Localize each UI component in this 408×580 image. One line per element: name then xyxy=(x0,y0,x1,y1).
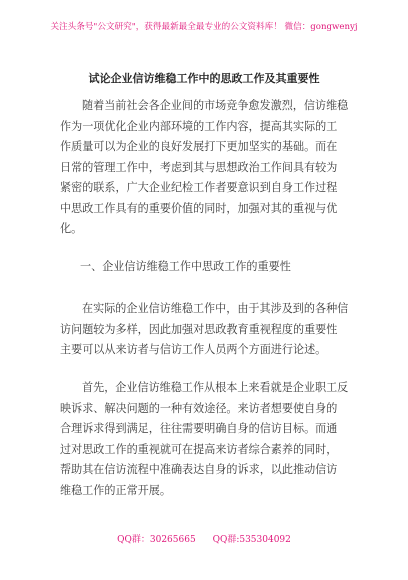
paragraph-line: 紧密的联系，广大企业纪检工作者要意识到自身工作过程 xyxy=(60,181,338,194)
paragraph-line: 在实际的企业信访维稳工作中，由于其涉及到的各种信 xyxy=(82,302,349,315)
paragraph-line: 作为一项优化企业内部环境的工作内容，提高其实际的工 xyxy=(60,119,338,133)
paragraph-third xyxy=(60,378,352,501)
paragraph-line: 中思政工作具有的重要价值的同时，加强对其的重视与优 xyxy=(60,201,338,215)
section-heading-text: 一、企业信访维稳工作中思政工作的重要性 xyxy=(80,260,291,273)
paragraph-line: 主要可以从来访者与信访工作人员两个方面进行论述。 xyxy=(60,343,327,356)
document-title: 试论企业信访维稳工作中的思政工作及其重要性 xyxy=(88,72,320,85)
paragraph-line: 随着当前社会各企业间的市场竞争愈发激烈，信访维稳 xyxy=(82,99,349,112)
paragraph-line: 合理诉求得到满足，往往需要明确自身的信访目标。而通 xyxy=(60,422,338,435)
footer-qq-group-2: QQ群:535304092 xyxy=(212,535,291,545)
paragraph-second xyxy=(60,299,352,361)
paragraph-line: 帮助其在信访流程中准确表达自身的诉求，以此推动信访 xyxy=(60,463,338,476)
header-banner: 关注头条号"公文研究"，获得最新最全最专业的公文资料库！ 微信：gongwenyj xyxy=(50,22,358,32)
footer-contact xyxy=(0,532,408,545)
paragraph-line: 首先，企业信访维稳工作从根本上来看就是企业职工反 xyxy=(82,381,349,394)
footer-qq-group-1: QQ群：30265665 xyxy=(117,535,196,545)
paragraph-line: 维稳工作的正常开展。 xyxy=(60,483,171,497)
paragraph-line: 映诉求、解决问题的一种有效途径。来访者想要使自身的 xyxy=(60,401,338,415)
paragraph-line: 访问题较为多样，因此加强对思政教育重视程度的重要性 xyxy=(60,322,338,336)
paragraph-line: 日常的管理工作中，考虑到其与思想政治工作间具有较为 xyxy=(60,160,338,174)
section-heading xyxy=(80,257,352,278)
paragraph-intro xyxy=(60,96,352,240)
paragraph-line: 过对思政工作的重视就可在提高来访者综合素养的同时， xyxy=(60,442,338,456)
paragraph-line: 作质量可以为企业的良好发展打下更加坚实的基础。而在 xyxy=(60,140,338,153)
paragraph-line: 化。 xyxy=(60,222,83,235)
